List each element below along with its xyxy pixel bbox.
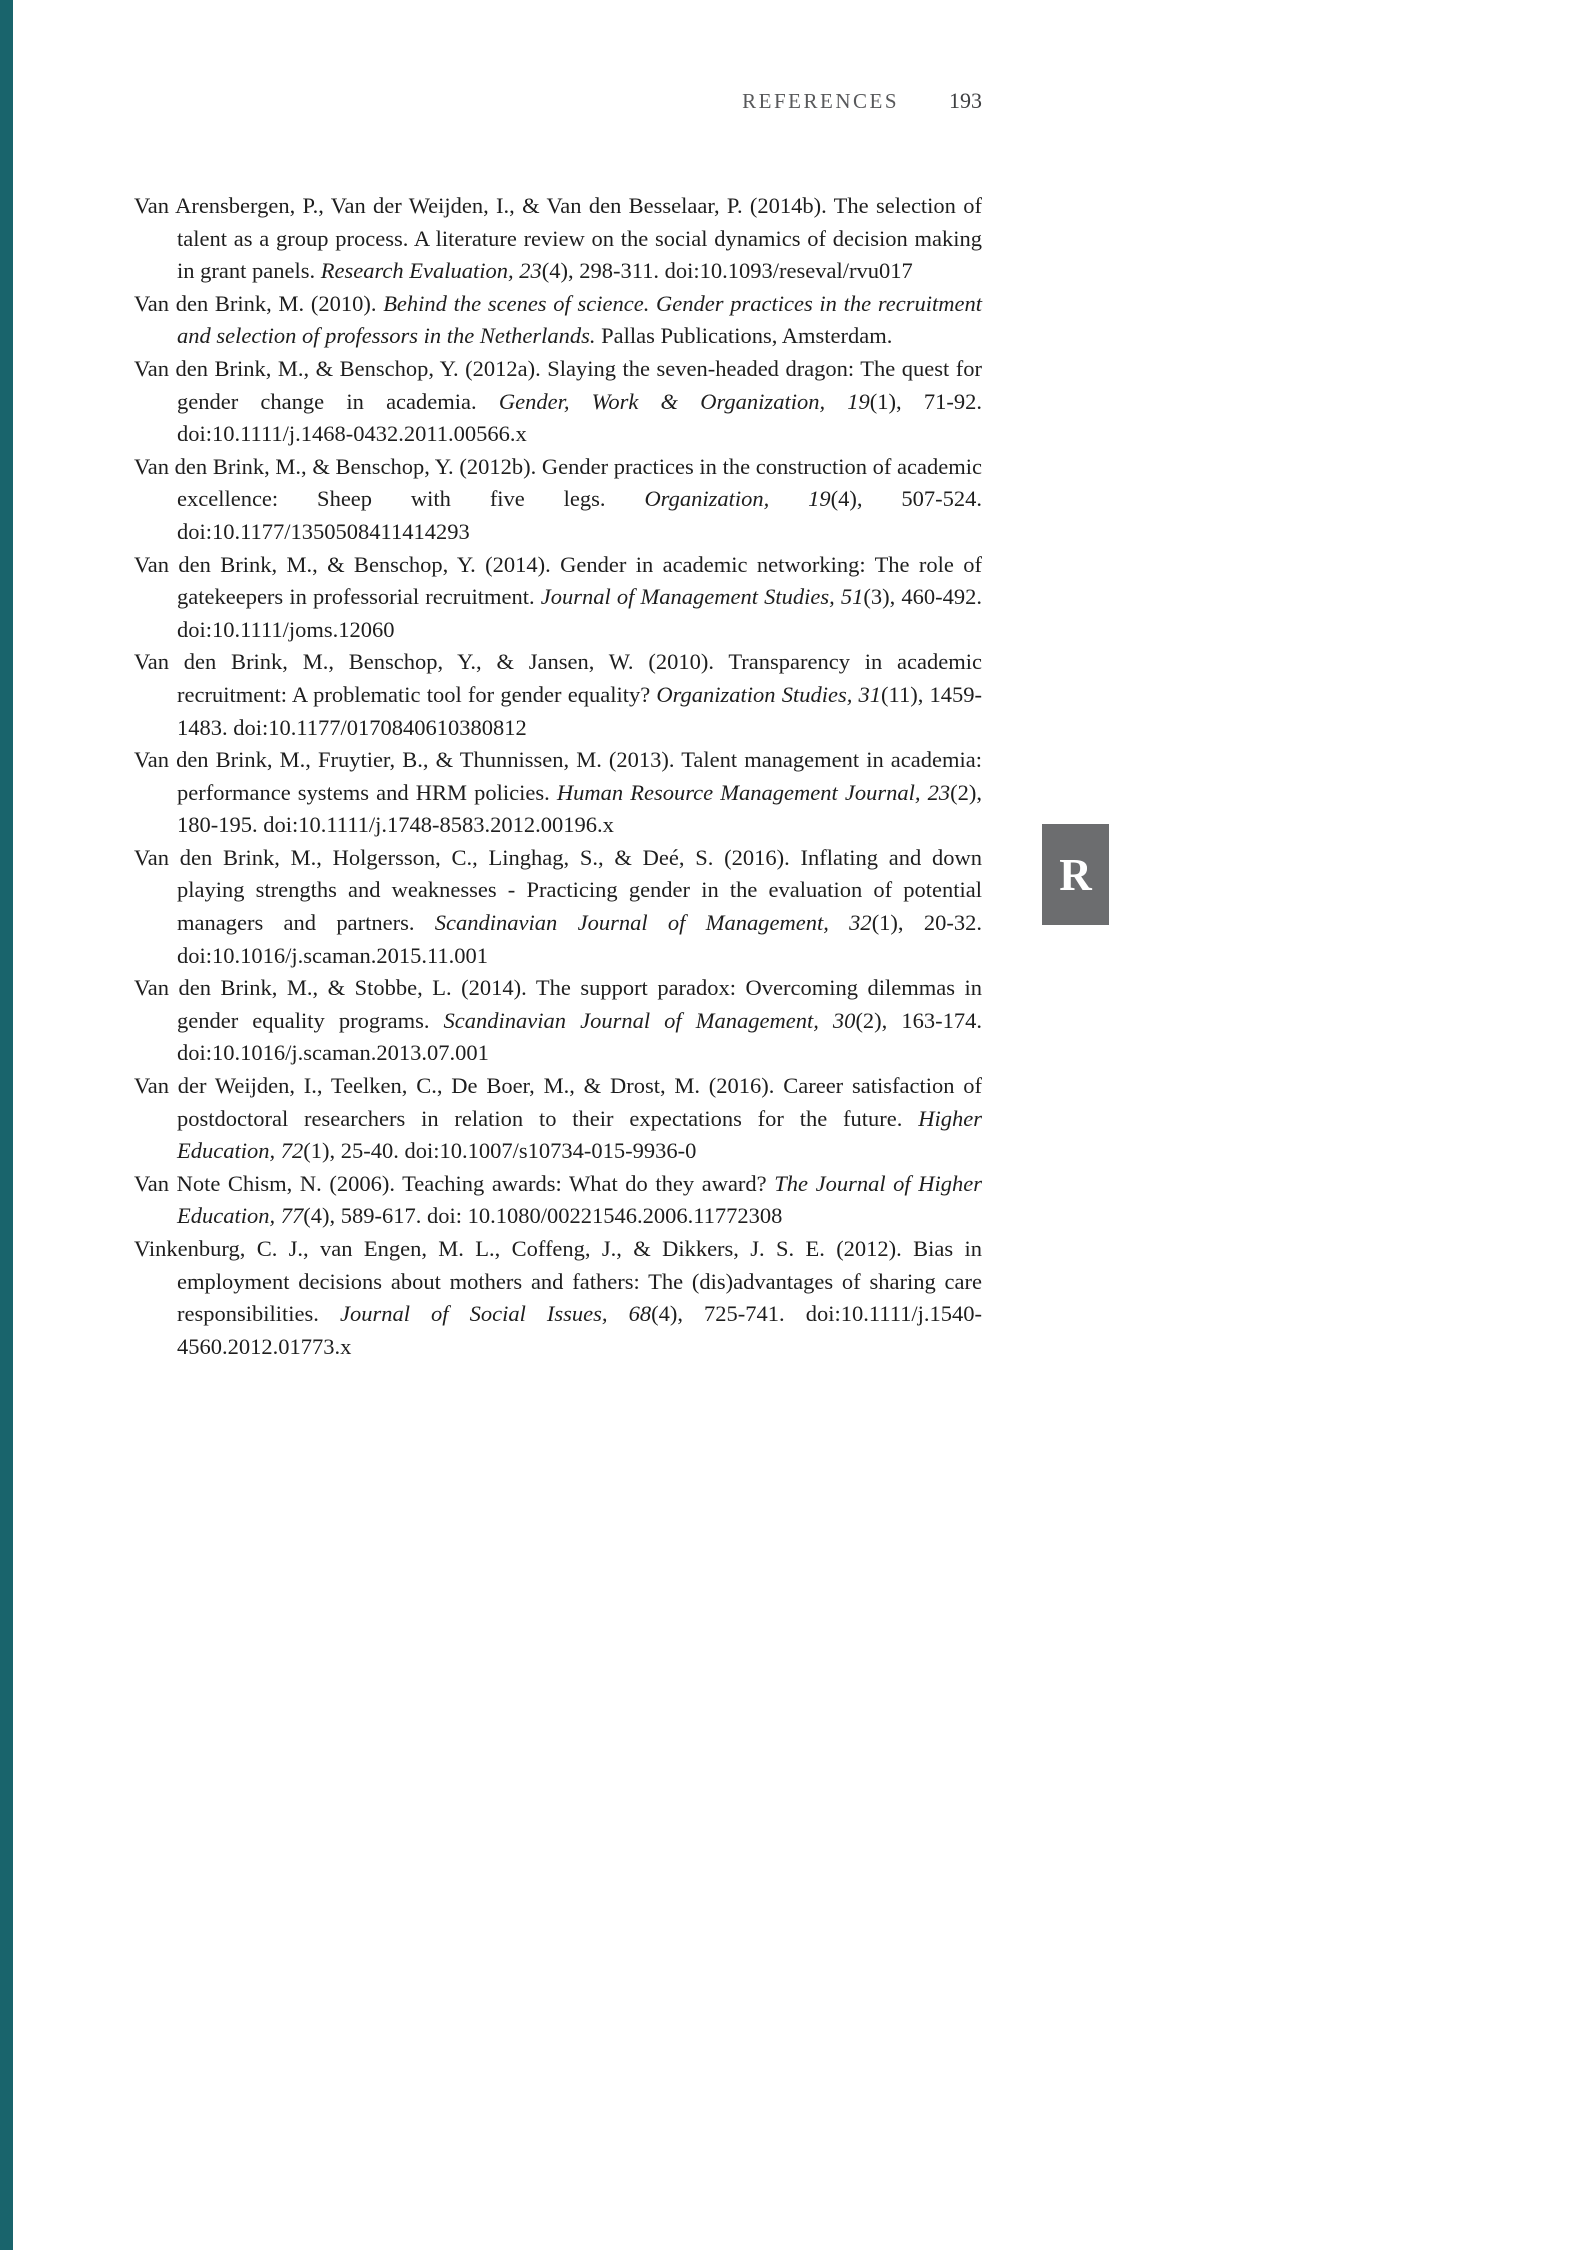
reference-entry — [134, 1168, 982, 1233]
reference-journal-title: Organization Studies, 31 — [656, 681, 882, 707]
reference-text: Pallas Publications, Amsterdam. — [595, 323, 893, 349]
reference-journal-title: Scandinavian Journal of Management, 32 — [434, 910, 872, 936]
reference-text: (11), 1459-1483. doi:10.1177/0170840610380812 — [177, 681, 982, 740]
reference-journal-title: Scandinavian Journal of Management, 30 — [443, 1007, 856, 1033]
page-number: 193 — [949, 88, 982, 113]
reference-journal-title: The Journal of Higher Education, 77 — [177, 1170, 982, 1229]
reference-journal-title: Gender, Work & Organization, 19 — [498, 388, 870, 414]
reference-journal-title: Higher Education, 72 — [177, 1105, 982, 1164]
reference-entry — [134, 1070, 982, 1168]
reference-text: (3), 460-492. doi:10.1111/joms.12060 — [177, 584, 982, 642]
running-head — [742, 88, 982, 114]
reference-journal-title: Behind the scenes of science. Gender practices in the recruitment and selection of professors in the Netherlands. — [177, 290, 982, 349]
reference-text: (2), 163-174. doi:10.1016/j.scaman.2013.07.001 — [177, 1007, 982, 1066]
reference-entry — [134, 190, 982, 288]
reference-text: Van den Brink, M., Benschop, Y., & Jansen, W. (2010). Transparency in academic recruitment: A problematic tool for gender equality? — [134, 649, 982, 707]
reference-text: Van der Weijden, I., Teelken, C., De Boer, M., & Drost, M. (2016). Career satisfaction of postdoctoral researchers in relation to their expectations for the future. — [134, 1073, 982, 1131]
spine-accent-bar — [0, 0, 13, 2250]
reference-journal-title: Journal of Social Issues, 68 — [339, 1301, 652, 1327]
reference-text: (1), 71-92. doi:10.1111/j.1468-0432.2011.00566.x — [177, 388, 982, 447]
reference-text: (4), 507-524. doi:10.1177/1350508411414293 — [177, 486, 983, 544]
reference-text: (4), 298-311. doi:10.1093/reseval/rvu017 — [541, 258, 913, 284]
reference-list — [134, 190, 982, 1363]
reference-journal-title: Organization, 19 — [644, 486, 831, 512]
reference-entry — [134, 646, 982, 744]
reference-text: Van den Brink, M., & Benschop, Y. (2014). Gender in academic networking: The role of gatekeepers in professorial recruitment. — [134, 551, 982, 610]
reference-entry — [134, 1233, 982, 1363]
reference-entry — [134, 972, 982, 1070]
reference-text: (1), 25-40. doi:10.1007/s10734-015-9936-0 — [303, 1138, 697, 1164]
running-head-title: REFERENCES — [742, 89, 899, 113]
reference-entry — [134, 288, 982, 353]
reference-text: Van den Brink, M. (2010). — [134, 290, 384, 316]
reference-journal-title: Human Resource Management Journal, 23 — [556, 779, 951, 805]
reference-journal-title: Research Evaluation, 23 — [320, 258, 542, 284]
reference-text: Van den Brink, M., & Benschop, Y. (2012b). Gender practices in the construction of academic excellence: Sheep with five legs. — [134, 453, 982, 512]
reference-entry — [134, 353, 982, 451]
reference-text: Van den Brink, M., & Stobbe, L. (2014). The support paradox: Overcoming dilemmas in gender equality programs. — [134, 975, 982, 1033]
reference-journal-title: Journal of Management Studies, 51 — [540, 584, 864, 610]
reference-text: Van Note Chism, N. (2006). Teaching awards: What do they award? — [134, 1170, 775, 1196]
reference-text: (4), 589-617. doi: 10.1080/00221546.2006.11772308 — [303, 1203, 783, 1229]
reference-text: Van den Brink, M., Holgersson, C., Linghag, S., & Deé, S. (2016). Inflating and down playing strengths and weaknesses - Practicing gender in the evaluation of potential managers and partners. — [134, 844, 982, 936]
reference-entry — [134, 744, 982, 842]
reference-entry — [134, 842, 982, 972]
reference-entry — [134, 451, 982, 549]
reference-text: Van den Brink, M., Fruytier, B., & Thunnissen, M. (2013). Talent management in academia: performance systems and HRM policies. — [134, 747, 982, 805]
chapter-tab — [1042, 824, 1109, 925]
reference-entry — [134, 549, 982, 647]
reference-text: (4), 725-741. doi:10.1111/j.1540-4560.2012.01773.x — [177, 1301, 982, 1359]
reference-text: Van den Brink, M., & Benschop, Y. (2012a). Slaying the seven-headed dragon: The quest for gender change in academia. — [134, 355, 982, 414]
reference-text: (1), 20-32. doi:10.1016/j.scaman.2015.11.001 — [177, 910, 982, 968]
reference-text: Van Arensbergen, P., Van der Weijden, I., & Van den Besselaar, P. (2014b). The selection of talent as a group process. A literature review on the social dynamics of decision making in grant panels. — [134, 193, 982, 284]
reference-text: (2), 180-195. doi:10.1111/j.1748-8583.2012.00196.x — [177, 779, 982, 838]
reference-text: Vinkenburg, C. J., van Engen, M. L., Coffeng, J., & Dikkers, J. S. E. (2012). Bias in employment decisions about mothers and fathers: The (dis)advantages of sharing care responsibilities. — [134, 1236, 982, 1327]
chapter-tab-letter: R — [1059, 849, 1092, 900]
